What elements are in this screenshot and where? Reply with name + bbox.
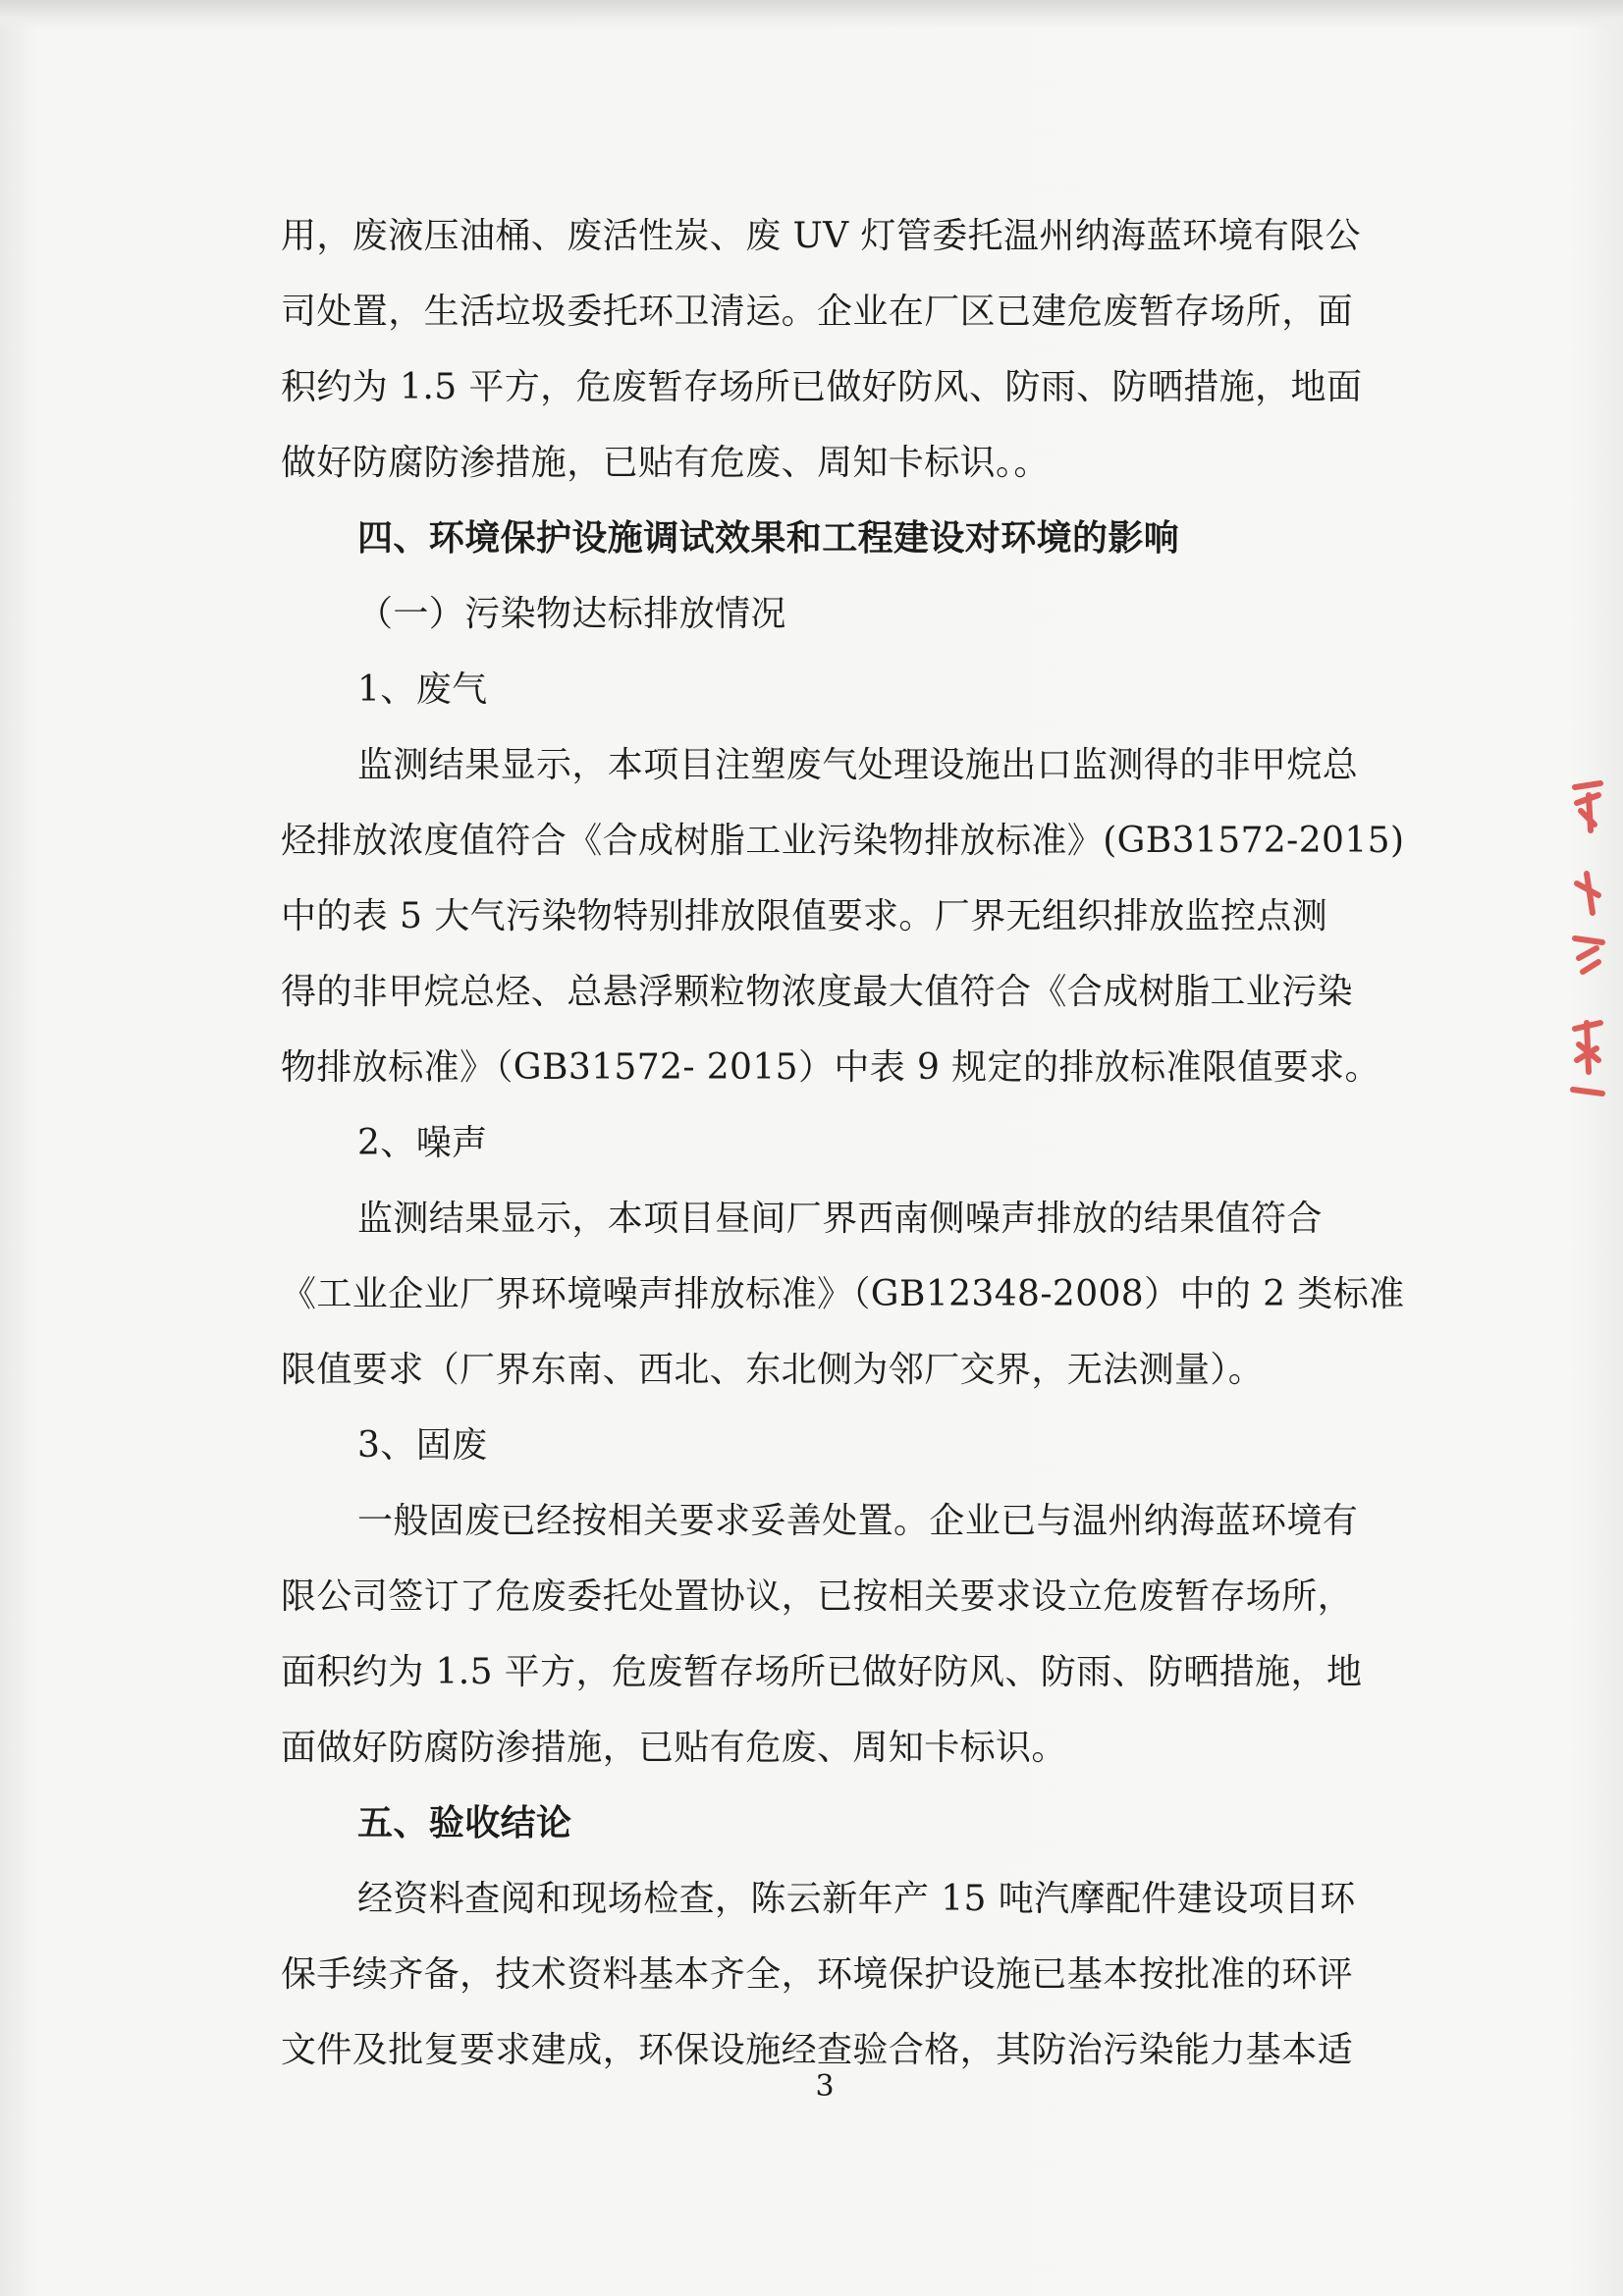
text-line: 司处置，生活垃圾委托环卫清运。企业在厂区已建危废暂存场所，面 bbox=[281, 292, 1354, 332]
text-line: 限公司签订了危废委托处置协议，已按相关要求设立危废暂存场所， bbox=[281, 1576, 1354, 1617]
text-line: 保手续齐备，技术资料基本齐全，环境保护设施已基本按批准的环评 bbox=[281, 1954, 1354, 1995]
text-line: 用，废液压油桶、废活性炭、废 UV 灯管委托温州纳海蓝环境有限公 bbox=[281, 216, 1362, 256]
text-line: 监测结果显示，本项目昼间厂界西南侧噪声排放的结果值符合 bbox=[357, 1199, 1323, 1239]
text-line: 积约为 1.5 平方，危废暂存场所已做好防风、防雨、防晒措施，地面 bbox=[281, 367, 1363, 407]
body-text bbox=[281, 198, 1405, 2088]
text-line: 做好防腐防渗措施，已贴有危废、周知卡标识。。 bbox=[281, 443, 1050, 483]
text-line: 文件及批复要求建成，环保设施经查验合格，其防治污染能力基本适 bbox=[281, 2030, 1354, 2070]
text-line: 烃排放浓度值符合《合成树脂工业污染物排放标准》(GB31572-2015) bbox=[281, 821, 1405, 861]
text-line: 得的非甲烷总烃、总悬浮颗粒物浓度最大值符合《合成树脂工业污染 bbox=[281, 972, 1354, 1012]
text-line: 中的表 5 大气污染物特别排放限值要求。厂界无组织排放监控点测 bbox=[281, 896, 1328, 936]
text-line: 经资料查阅和现场检查，陈云新年产 15 吨汽摩配件建设项目环 bbox=[357, 1879, 1356, 1919]
scan-edge-shadow bbox=[0, 0, 1623, 29]
seal-stamp-icon bbox=[1569, 766, 1608, 1109]
text-line: 一般固废已经按相关要求妥善处置。企业已与温州纳海蓝环境有 bbox=[357, 1501, 1359, 1541]
subsection-heading: （一）污染物达标排放情况 bbox=[357, 594, 786, 634]
text-line: 限值要求（厂界东南、西北、东北侧为邻厂交界，无法测量）。 bbox=[281, 1350, 1265, 1390]
item-heading-waste-gas: 1、废气 bbox=[357, 669, 488, 710]
text-line: 面做好防腐防渗措施，已贴有危废、周知卡标识。 bbox=[281, 1728, 1067, 1768]
item-heading-noise: 2、噪声 bbox=[357, 1123, 488, 1163]
item-heading-solid-waste: 3、固废 bbox=[357, 1425, 488, 1466]
page-number: 3 bbox=[815, 2069, 835, 2104]
text-line: 监测结果显示，本项目注塑废气处理设施出口监测得的非甲烷总 bbox=[357, 745, 1359, 785]
text-line: 《工业企业厂界环境噪声排放标准》（GB12348-2008）中的 2 类标准 bbox=[281, 1274, 1405, 1314]
section-heading-4: 四、环境保护设施调试效果和工程建设对环境的影响 bbox=[357, 517, 1180, 559]
section-heading-5: 五、验收结论 bbox=[357, 1802, 572, 1843]
text-line: 面积约为 1.5 平方，危废暂存场所已做好防风、防雨、防晒措施，地 bbox=[281, 1652, 1363, 1692]
text-line: 物排放标准》（GB31572- 2015）中表 9 规定的排放标准限值要求。 bbox=[281, 1047, 1380, 1088]
